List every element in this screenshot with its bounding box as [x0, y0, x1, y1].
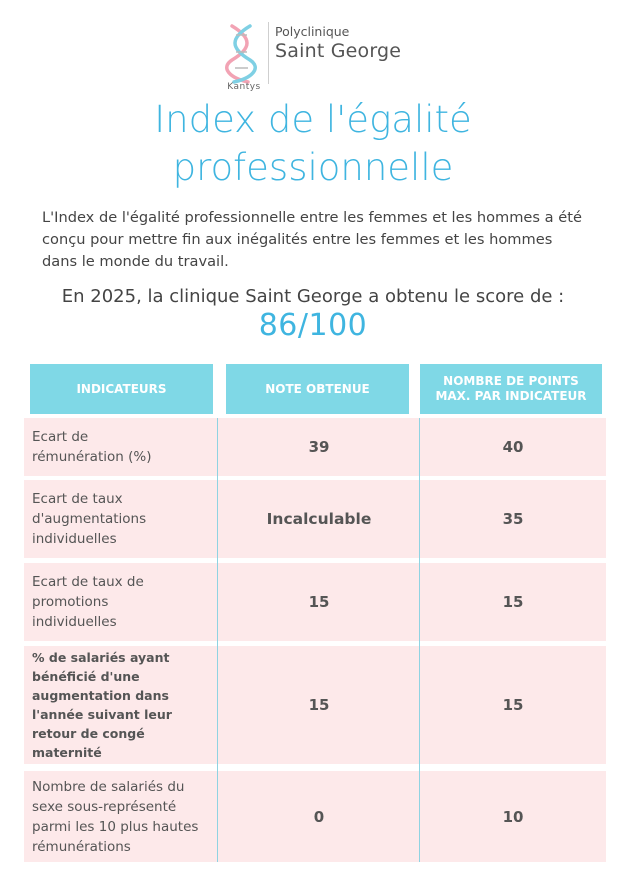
note-value: 15: [308, 593, 330, 611]
max-points-value: 10: [502, 807, 524, 826]
table-row: [24, 418, 606, 476]
max-points-value: 40: [502, 438, 524, 456]
table-row: [24, 646, 606, 764]
header: [0, 14, 626, 92]
table-row: [24, 563, 606, 641]
indicator-label: Ecart de taux de promotions individuelles: [32, 574, 144, 630]
score-text: En 2025, la clinique Saint George a obtenu le score de :: [61, 286, 565, 307]
indicator-label: % de salariés ayant bénéficié d'une augmentation dans l'année suivant leur retour de congé maternité: [32, 650, 172, 760]
header-points-max-line2: MAX. PAR INDICATEUR: [435, 389, 587, 403]
table-row: [24, 771, 606, 862]
note-value: 15: [308, 696, 330, 714]
title-line-2: professionnelle: [172, 146, 454, 189]
intro-paragraph: L'Index de l'égalité professionnelle entre les femmes et les hommes a été conçu pour mettre fin aux inégalités entre les femmes et les hommes dans le monde du travail.: [42, 209, 582, 270]
indicator-label: Ecart de taux d'augmentations individuelles: [32, 491, 147, 547]
max-points-value: 35: [502, 510, 524, 528]
header-indicateurs: INDICATEURS: [30, 364, 213, 414]
indicator-label: Nombre de salariés du sexe sous-représenté parmi les 10 plus hautes rémunérations: [32, 778, 199, 855]
note-value: 0: [313, 807, 325, 826]
table-row: [24, 480, 606, 558]
title-line-1: Index de l'égalité: [154, 98, 472, 141]
indicator-label: Ecart de rémunération (%): [32, 429, 152, 465]
org-name: Saint George: [275, 40, 402, 62]
page-title: [0, 96, 626, 192]
score-value: 86/100: [258, 308, 368, 343]
logo-divider: [268, 22, 269, 84]
header-note-obtenue: NOTE OBTENUE: [226, 364, 409, 414]
max-points-value: 15: [502, 593, 524, 611]
dna-logo-icon: [222, 20, 262, 90]
max-points-value: 15: [502, 696, 524, 714]
header-points-max-line1: NOMBRE DE POINTS: [443, 374, 579, 388]
note-value: 39: [308, 438, 330, 456]
note-value: Incalculable: [266, 510, 372, 528]
column-divider: [419, 418, 420, 862]
header-points-max: [420, 364, 602, 414]
column-divider: [217, 418, 218, 862]
brand-name: Kantys: [227, 82, 261, 92]
org-type: Polyclinique: [275, 24, 350, 39]
